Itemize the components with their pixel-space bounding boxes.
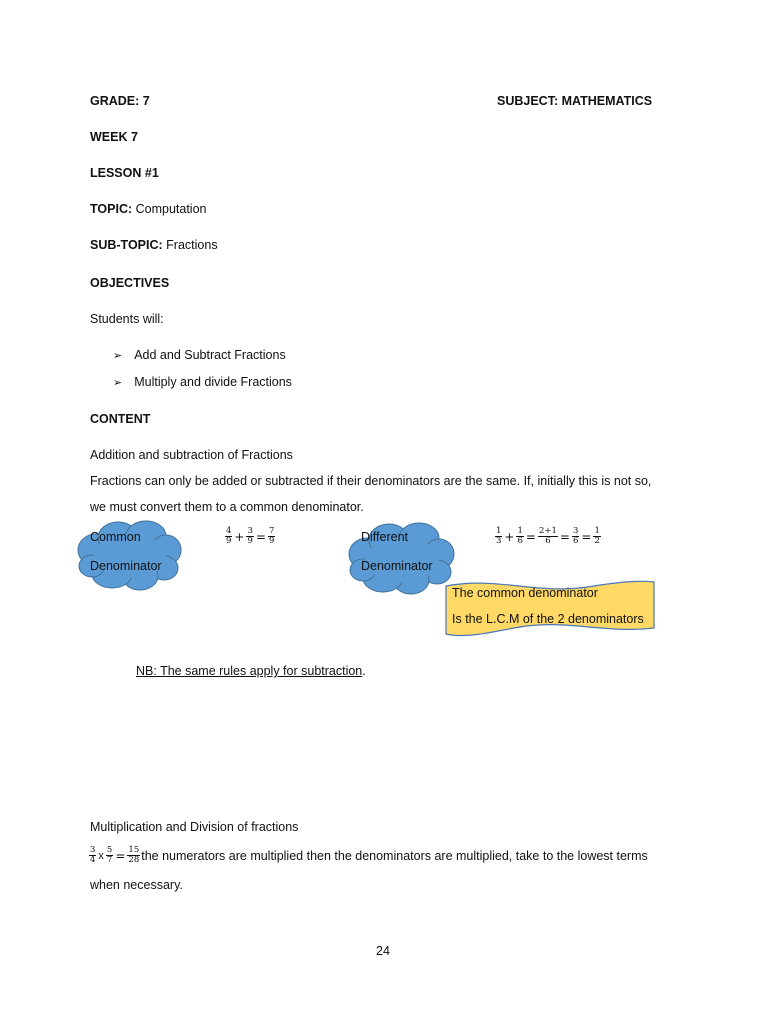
content-subheading: Addition and subtraction of Fractions: [90, 448, 293, 462]
topic-line: [90, 202, 207, 216]
grade-label: GRADE: 7: [90, 94, 150, 108]
objectives-intro: Students will:: [90, 312, 164, 326]
objective-item: [113, 348, 286, 362]
subtopic-line: [90, 238, 218, 252]
equals-sign: =: [115, 848, 126, 863]
topic-label: TOPIC:: [90, 202, 133, 216]
banner-text-line: Is the L.C.M of the 2 denominators: [452, 612, 644, 626]
subtopic-value: Fractions: [162, 238, 218, 252]
subtraction-note: [136, 664, 366, 678]
topic-value: Computation: [132, 202, 207, 216]
cloud-text-denominator: Denominator: [90, 559, 162, 573]
fraction: $\frac{3}{9}$: [247, 526, 253, 546]
equals-sign: =: [525, 529, 536, 544]
fraction: $\frac{3}{4}$: [90, 845, 96, 865]
operator: +: [504, 529, 515, 544]
objectives-heading: OBJECTIVES: [90, 276, 170, 290]
equals-sign: =: [581, 529, 592, 544]
week-label: WEEK 7: [90, 130, 138, 144]
objective-text: Multiply and divide Fractions: [134, 375, 292, 389]
multiplication-line: [88, 846, 648, 865]
cloud-text-denominator: Denominator: [361, 559, 433, 573]
arrow-bullet-icon: ➢: [113, 350, 123, 362]
multiplication-explanation-cont: when necessary.: [90, 878, 183, 892]
banner-text-line: The common denominator: [452, 586, 598, 600]
objective-text: Add and Subtract Fractions: [134, 348, 286, 362]
subject-label: SUBJECT: MATHEMATICS: [497, 94, 653, 108]
subtopic-label: SUB-TOPIC:: [90, 238, 163, 252]
fraction: $\frac{1}{6}$: [517, 526, 523, 546]
fraction: $\frac{7}{9}$: [268, 526, 275, 546]
equals-sign: =: [559, 529, 570, 544]
fraction: $\frac{2+1}{6}$: [538, 526, 557, 546]
content-paragraph-line: Fractions can only be added or subtracted if their denominators are the same. If, initially this is not so,: [90, 474, 652, 488]
multiplication-explanation: the numerators are multiplied then the denominators are multiplied, take to the lowest terms: [141, 848, 648, 863]
fraction: $\frac{1}{3}$: [496, 526, 502, 546]
content-paragraph-line: we must convert them to a common denominator.: [90, 500, 364, 514]
fraction: $\frac{3}{6}$: [572, 526, 579, 546]
note-period: .: [362, 664, 366, 678]
arrow-bullet-icon: ➢: [113, 377, 123, 389]
equals-sign: =: [255, 529, 266, 544]
fraction: $\frac{1}{2}$: [594, 526, 600, 546]
equation-different-denominator: [494, 527, 602, 546]
fraction: $\frac{5}{7}$: [106, 845, 113, 865]
fraction: $\frac{15}{28}$: [128, 845, 140, 865]
cloud-text-different: Different: [361, 530, 409, 544]
equation-common-denominator: [224, 527, 276, 546]
multiplication-heading: Multiplication and Division of fractions: [90, 820, 299, 834]
note-text: NB: The same rules apply for subtraction: [136, 664, 363, 678]
cloud-text-common: Common: [90, 530, 141, 544]
objective-item: [113, 375, 292, 389]
page-number: 24: [376, 944, 390, 958]
content-heading: CONTENT: [90, 412, 151, 426]
operator: +: [234, 529, 245, 544]
lesson-label: LESSON #1: [90, 166, 159, 180]
multiply-sign: x: [98, 849, 104, 862]
fraction: $\frac{4}{9}$: [226, 526, 232, 546]
